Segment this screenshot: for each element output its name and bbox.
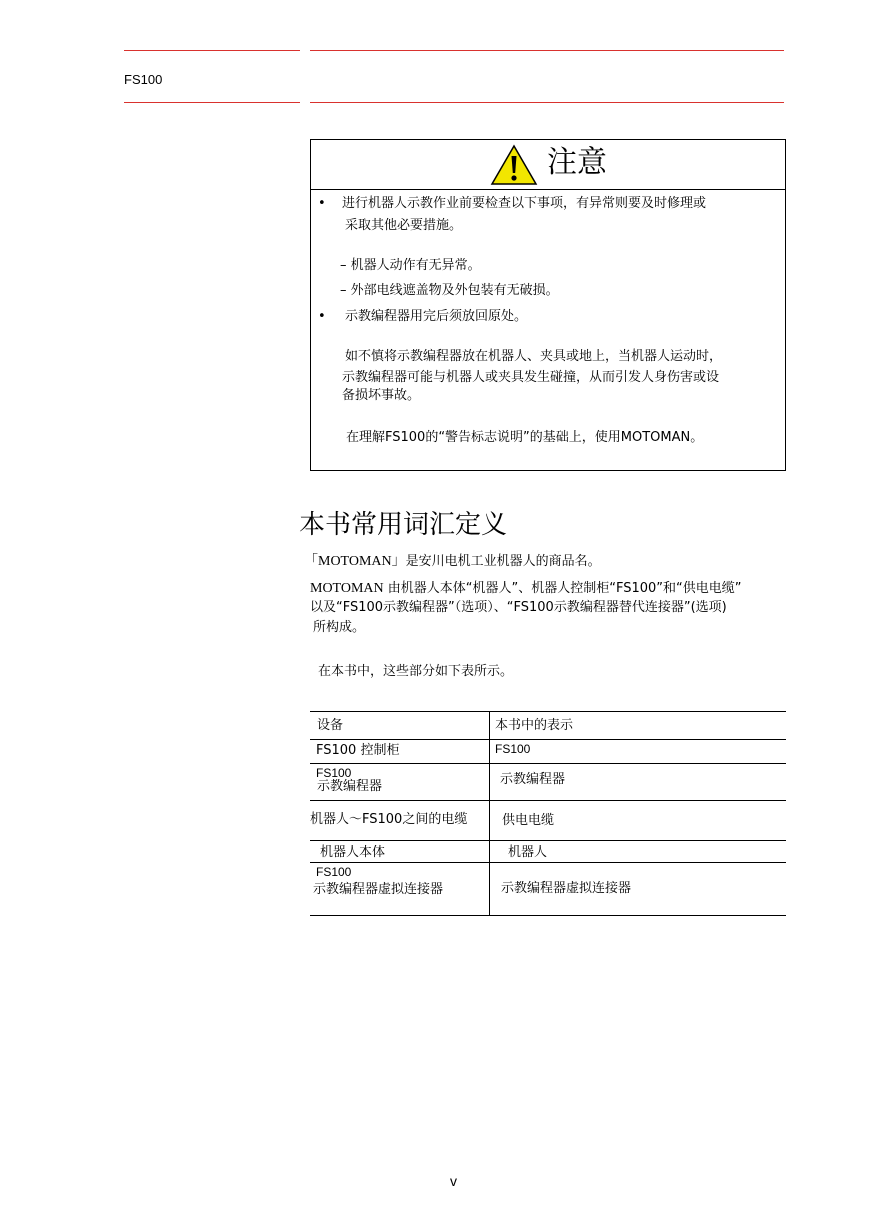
page-number: v xyxy=(450,1173,457,1189)
table-row-4-notation: 机器人 xyxy=(508,845,548,860)
table-row-3-device: 机器人～FS100之间的电缆 xyxy=(310,812,468,827)
caution-header xyxy=(311,140,785,190)
table-row-2-device-line2: 示教编程器 xyxy=(317,779,383,794)
table-row-2-notation: 示教编程器 xyxy=(500,772,566,787)
definition-line-1 xyxy=(304,553,601,571)
caution-paragraph-line1: 如不慎将示教编程器放在机器人、夹具或地上，当机器人运动时， xyxy=(345,349,723,364)
bullet-icon: • xyxy=(318,196,326,211)
table-rule-row4 xyxy=(310,862,786,863)
table-intro: 在本书中，这些部分如下表所示。 xyxy=(318,664,514,679)
caution-item-2-line1: 示教编程器用完后须放回原处。 xyxy=(345,309,528,324)
caution-paragraph-line2: 示教编程器可能与机器人或夹具发生碰撞，从而引发人身伤害或设 xyxy=(342,370,720,385)
section-title: 本书常用词汇定义 xyxy=(299,510,508,540)
table-column-divider xyxy=(489,711,490,916)
table-header-device: 设备 xyxy=(317,718,344,733)
table-rule-bottom xyxy=(310,915,786,916)
table-header-notation: 本书中的表示 xyxy=(495,718,574,733)
caution-box xyxy=(310,139,786,471)
table-row-4-device: 机器人本体 xyxy=(320,845,386,860)
table-row-1-device: FS100 控制柜 xyxy=(316,743,400,758)
table-rule-row1 xyxy=(310,763,786,764)
table-rule-header xyxy=(310,739,786,740)
table-row-5-device-line2: 示教编程器虚拟连接器 xyxy=(313,882,444,897)
caution-sub-item-2: – 外部电线遮盖物及外包装有无破损。 xyxy=(340,283,559,298)
table-row-5-device-line1: FS100 xyxy=(316,865,352,879)
caution-sub-item-1: – 机器人动作有无异常。 xyxy=(340,258,481,273)
definition-line-3: 以及“FS100示教编程器”（选项）、“FS100示教编程器替代连接器”(选项) xyxy=(310,600,727,615)
header-rule-top-left xyxy=(124,50,300,51)
header-rule-top-right xyxy=(310,50,784,51)
bullet-icon: • xyxy=(318,309,326,324)
table-rule-row3 xyxy=(310,840,786,841)
caution-title: 注意 xyxy=(547,145,607,180)
caution-closing: 在理解FS100的“警告标志说明”的基础上，使用MOTOMAN。 xyxy=(346,430,704,445)
caution-item-1-line1: 进行机器人示教作业前要检查以下事项，有异常则要及时修理或 xyxy=(342,196,707,211)
motoman-brand-quoted: 「MOTOMAN」 xyxy=(304,554,406,569)
definition-line-4: 所构成。 xyxy=(313,620,366,635)
header-rule-bottom-left xyxy=(124,102,300,103)
definition-line-2 xyxy=(310,580,742,598)
caution-paragraph-line3: 备损坏事故。 xyxy=(342,388,421,403)
table-row-1-notation: FS100 xyxy=(495,742,531,756)
header-product-label: FS100 xyxy=(124,72,163,87)
table-rule-row2 xyxy=(310,800,786,801)
table-row-2-device-line1: FS100 xyxy=(316,766,352,780)
caution-item-1-line2: 采取其他必要措施。 xyxy=(345,218,463,233)
table-row-5-notation: 示教编程器虚拟连接器 xyxy=(501,881,632,896)
definition-line-2-text: 由机器人本体“机器人”、机器人控制柜“FS100”和“供电电缆” xyxy=(383,581,742,596)
definition-line-1-text: 是安川电机工业机器人的商品名。 xyxy=(405,554,601,569)
motoman-brand: MOTOMAN xyxy=(310,581,384,596)
table-rule-top xyxy=(310,711,786,712)
header-rule-bottom-right xyxy=(310,102,784,103)
table-row-3-notation: 供电电缆 xyxy=(502,813,555,828)
warning-triangle-icon xyxy=(490,144,538,186)
